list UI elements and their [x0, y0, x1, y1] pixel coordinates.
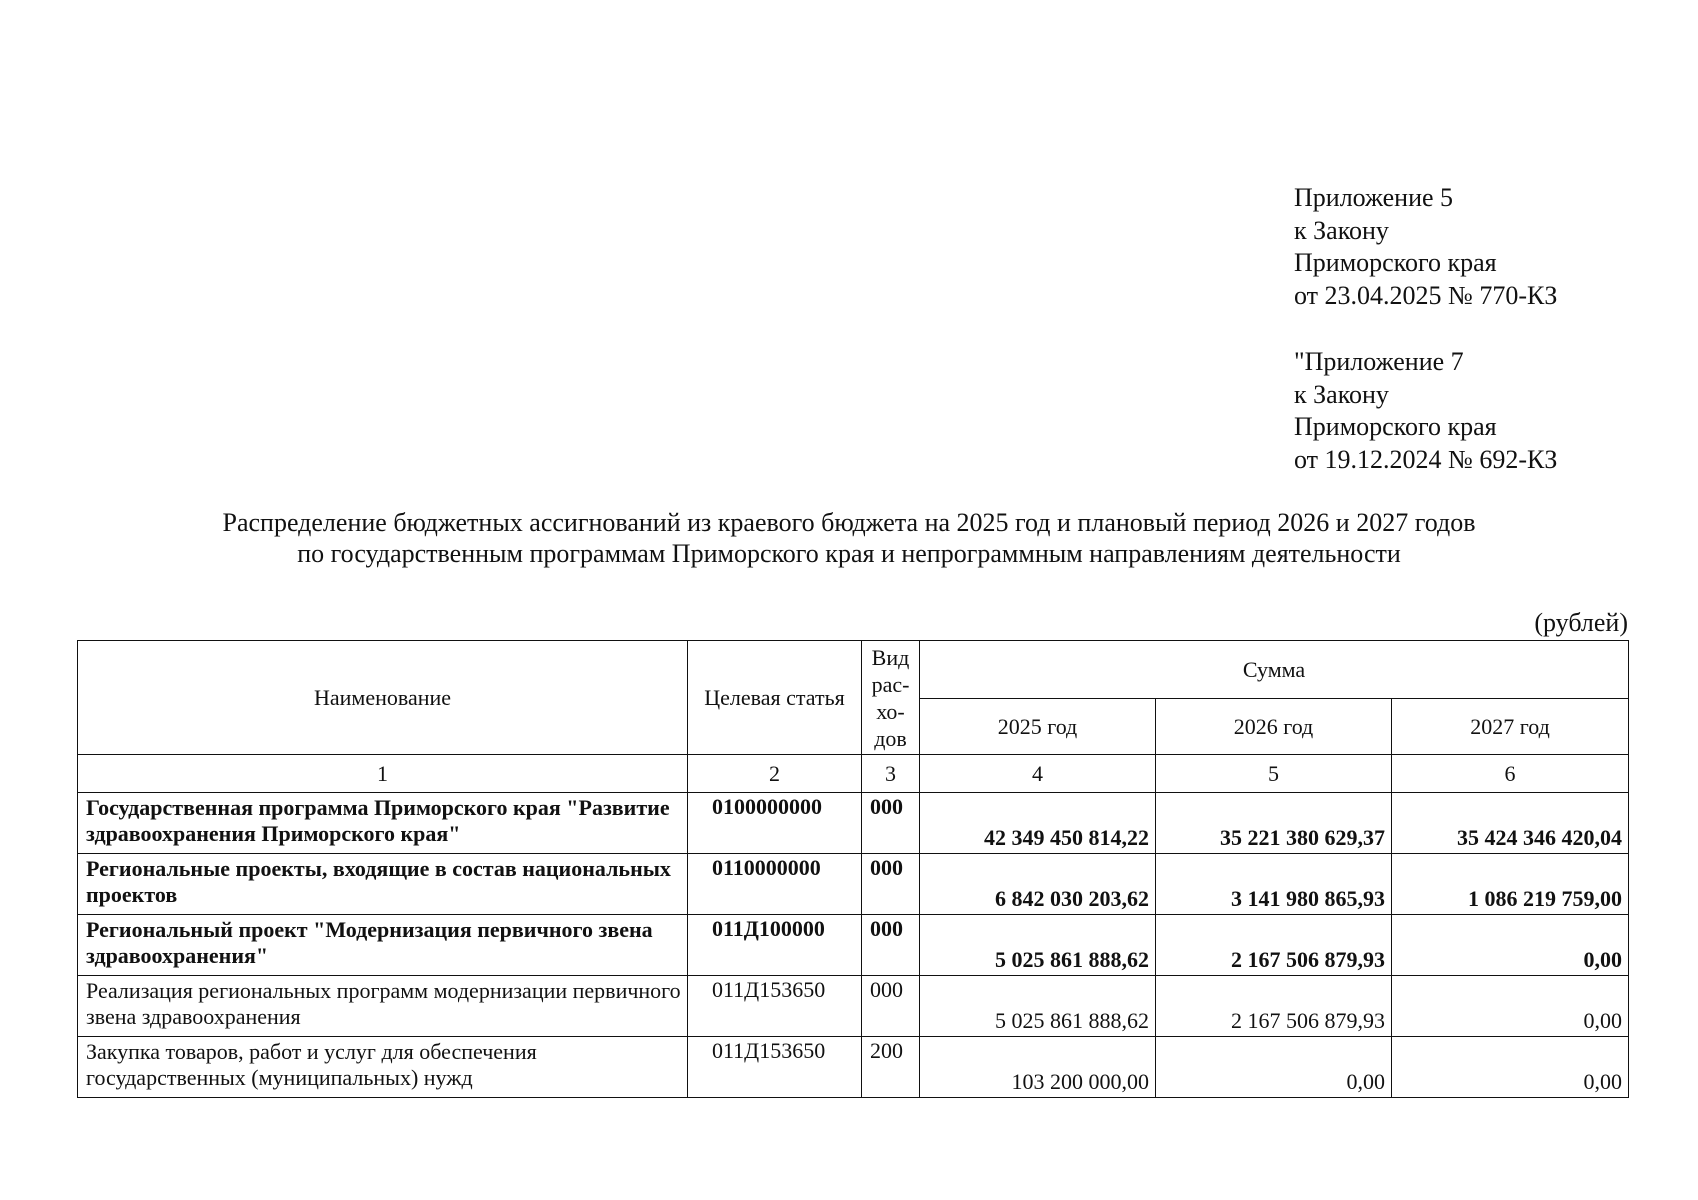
- row-amount-2026: 0,00: [1156, 1037, 1392, 1098]
- annex-line: от 19.12.2024 № 692-КЗ: [1294, 444, 1558, 474]
- row-amount-2026: 2 167 506 879,93: [1156, 976, 1392, 1037]
- row-amount-2025: 6 842 030 203,62: [920, 854, 1156, 915]
- row-name: Региональный проект "Модернизация первичного звена здравоохранения": [78, 915, 688, 976]
- row-amount-2027: 0,00: [1392, 915, 1629, 976]
- table-row: [78, 854, 1629, 915]
- row-amount-2027: 1 086 219 759,00: [1392, 854, 1629, 915]
- annex-amended-reference: [1294, 346, 1557, 476]
- row-amount-2027: 35 424 346 420,04: [1392, 793, 1629, 854]
- annex-line: от 23.04.2025 № 770-КЗ: [1294, 280, 1558, 310]
- column-number-row: [78, 755, 1629, 793]
- header-name: Наименование: [78, 641, 688, 755]
- column-number: 6: [1392, 755, 1629, 793]
- annex-line: Приморского края: [1294, 412, 1497, 441]
- header-year-2025: 2025 год: [920, 699, 1156, 755]
- row-amount-2025: 5 025 861 888,62: [920, 976, 1156, 1037]
- budget-table: [77, 640, 1629, 1098]
- row-amount-2025: 103 200 000,00: [920, 1037, 1156, 1098]
- row-name: Реализация региональных программ модернизации первичного звена здравоохранения: [78, 976, 688, 1037]
- document-title: [0, 507, 1698, 569]
- table-row: [78, 976, 1629, 1037]
- row-expense-type: 200: [862, 1037, 920, 1098]
- row-expense-type: 000: [862, 793, 920, 854]
- column-number: 3: [862, 755, 920, 793]
- row-expense-type: 000: [862, 915, 920, 976]
- units-label: (рублей): [1534, 608, 1628, 637]
- header-year-2026: 2026 год: [1156, 699, 1392, 755]
- table-row: [78, 1037, 1629, 1098]
- header-year-2027: 2027 год: [1392, 699, 1629, 755]
- row-amount-2026: 35 221 380 629,37: [1156, 793, 1392, 854]
- header-target-article: Целевая статья: [688, 641, 862, 755]
- row-target-article: 011Д153650: [688, 1037, 862, 1098]
- row-amount-2025: 42 349 450 814,22: [920, 793, 1156, 854]
- annex-line: к Закону: [1294, 379, 1389, 409]
- annex-current-reference: [1294, 182, 1557, 312]
- row-name: Региональные проекты, входящие в состав национальных проектов: [78, 854, 688, 915]
- row-expense-type: 000: [862, 854, 920, 915]
- header-expense-type: Вид рас-хо-дов: [862, 641, 920, 755]
- annex-line: "Приложение 7: [1294, 347, 1464, 376]
- column-number: 5: [1156, 755, 1392, 793]
- row-target-article: 0100000000: [688, 793, 862, 854]
- annex-line: Приложение 5: [1294, 183, 1454, 212]
- table-row: [78, 915, 1629, 976]
- row-amount-2027: 0,00: [1392, 976, 1629, 1037]
- title-line-1: Распределение бюджетных ассигнований из краевого бюджета на 2025 год и плановый период 2026 и 2027 годов: [222, 508, 1476, 537]
- title-line-2: по государственным программам Приморского края и непрограммным направлениям деятельности: [297, 539, 1401, 568]
- row-target-article: 0110000000: [688, 854, 862, 915]
- annex-line: к Закону: [1294, 215, 1389, 245]
- row-expense-type: 000: [862, 976, 920, 1037]
- row-name: Государственная программа Приморского края "Развитие здравоохранения Приморского края": [78, 793, 688, 854]
- row-target-article: 011Д153650: [688, 976, 862, 1037]
- row-amount-2026: 2 167 506 879,93: [1156, 915, 1392, 976]
- header-sum: Сумма: [920, 641, 1629, 699]
- column-number: 1: [78, 755, 688, 793]
- row-amount-2026: 3 141 980 865,93: [1156, 854, 1392, 915]
- row-amount-2027: 0,00: [1392, 1037, 1629, 1098]
- column-number: 2: [688, 755, 862, 793]
- row-target-article: 011Д100000: [688, 915, 862, 976]
- column-number: 4: [920, 755, 1156, 793]
- row-amount-2025: 5 025 861 888,62: [920, 915, 1156, 976]
- table-row: [78, 793, 1629, 854]
- row-name: Закупка товаров, работ и услуг для обеспечения государственных (муниципальных) нужд: [78, 1037, 688, 1098]
- annex-line: Приморского края: [1294, 248, 1497, 277]
